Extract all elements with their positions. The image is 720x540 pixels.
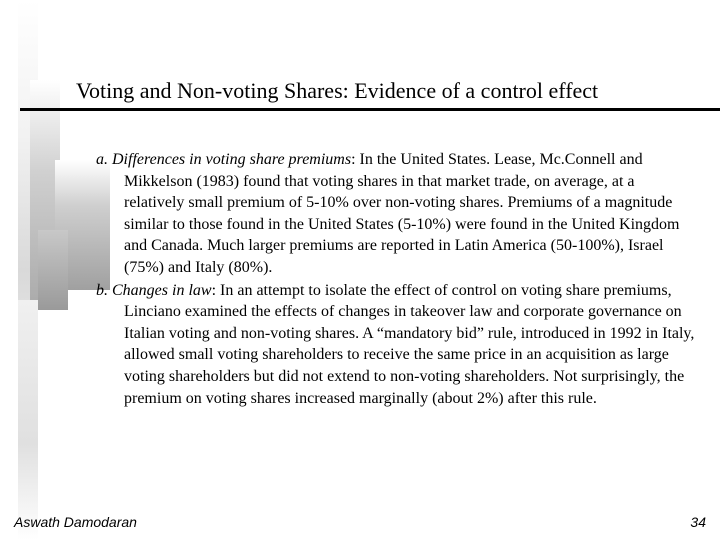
item-text: : In an attempt to isolate the effect of control on voting share premiums, Linciano examined the effects of changes in takeover law and corporate governance on Italian voting and non-voting shares. A “mandatory bid” rule, introduced in 1992 in Italy, allowed small voting shareholders to receive the same price in an acquisition as large voting shareholders but did not extend to non-voting shareholders. Not surprisingly, the premium on voting shares increased marginally (about 2%) after this rule. bbox=[124, 281, 695, 407]
decorative-bar bbox=[38, 230, 68, 310]
decorative-bar bbox=[18, 300, 38, 540]
item-text: : In the United States. Lease, Mc.Connell and Mikkelson (1983) found that voting shares in that market trade, on average, at a relatively small premium of 5-10% over non-voting shares. Premiums of a magnitude similar to those found in the United States (5-10%) were found in the United Kingdom and Canada. Much larger premiums are reported in Latin America (50-100%), Israel (75%) and Italy (80%). bbox=[124, 151, 680, 276]
slide-title: Voting and Non-voting Shares: Evidence of a control effect bbox=[76, 78, 599, 103]
footer-author: Aswath Damodaran bbox=[14, 514, 137, 530]
list-item bbox=[96, 149, 696, 279]
item-marker: b. bbox=[96, 281, 108, 299]
slide-body bbox=[96, 149, 696, 409]
page-number: 34 bbox=[690, 514, 706, 530]
item-marker: a. bbox=[96, 151, 108, 168]
item-lead: Changes in law bbox=[112, 281, 212, 299]
title-divider bbox=[20, 108, 720, 111]
list-item bbox=[96, 280, 696, 410]
item-lead: Differences in voting share premiums bbox=[112, 151, 352, 168]
